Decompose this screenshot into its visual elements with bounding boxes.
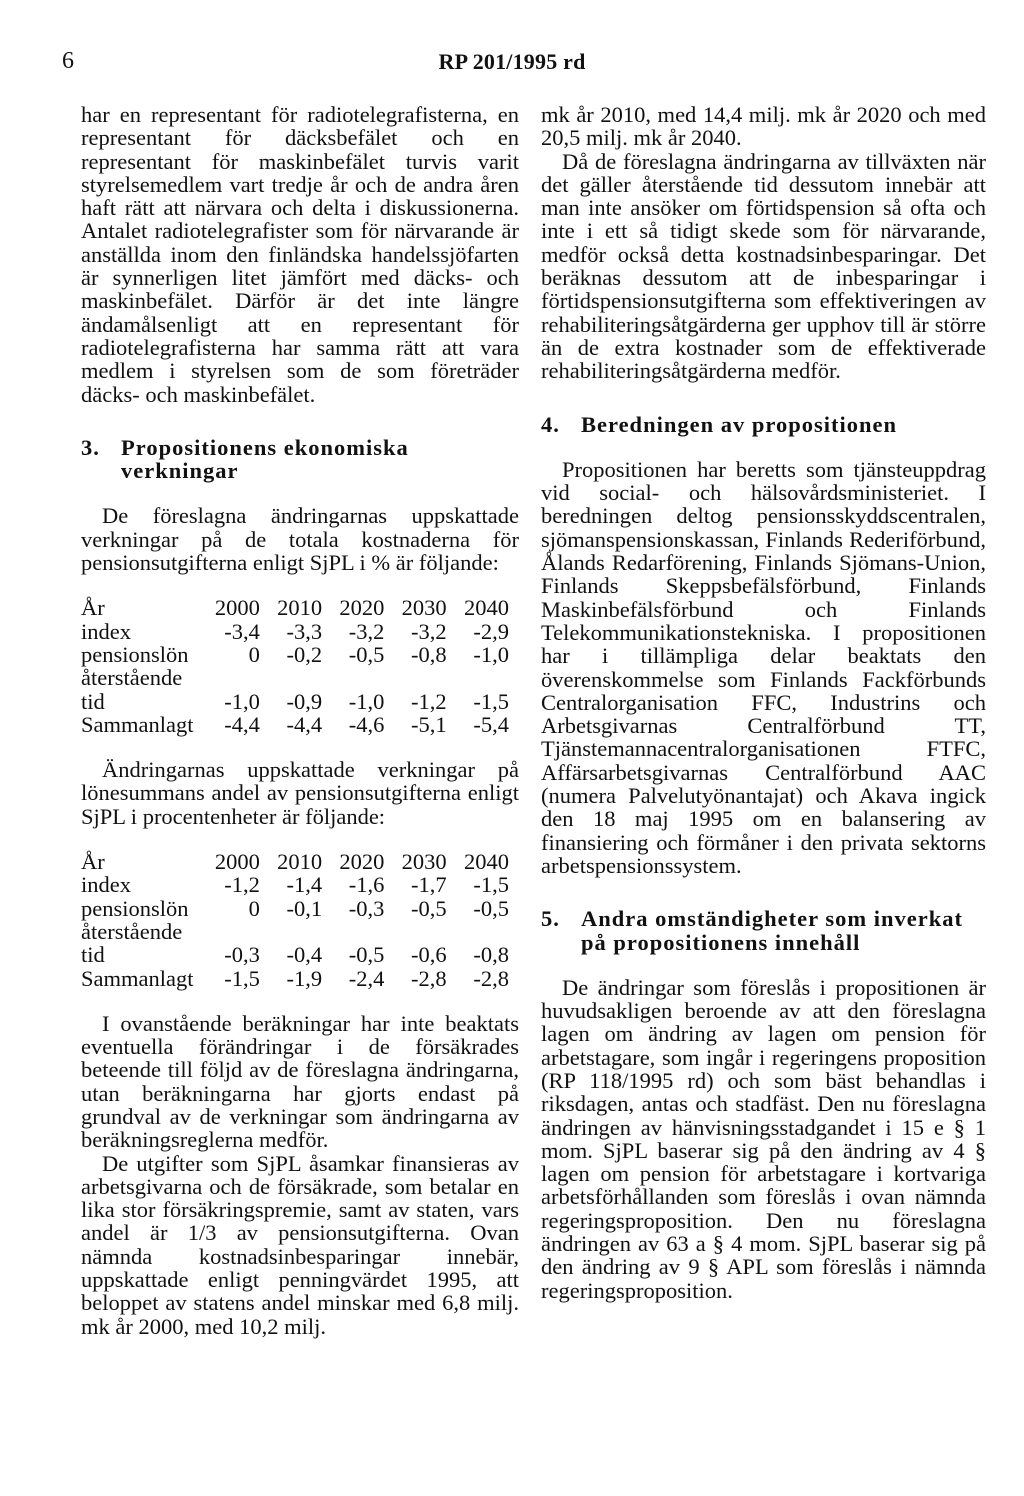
table-cell: -1,0	[224, 688, 260, 714]
table-cell: -0,2	[286, 641, 323, 667]
table-cell: -0,5	[348, 641, 385, 667]
table-cell: 0	[248, 641, 260, 667]
wage-share-table	[81, 850, 509, 990]
table-cell: -4,4	[224, 711, 260, 737]
table-cell: -1,2	[224, 872, 260, 898]
table-cell: -0,1	[286, 895, 323, 921]
table-cell: År	[81, 595, 105, 621]
table-cell: Sammanlagt	[81, 965, 194, 991]
right-paragraph-2: Då de föreslagna ändringarna av tillväxten när det gäller återstående tid dessutom innebär att man inte ansöker om förtidspension så ofta och inte i ett så tidigt skede som för närvarande, medför också detta kostnadsinbesparingar. Det beräknas dessutom att de inbesparingar i förtidspensionsutgifterna som effektiveringen av rehabiliteringsåtgärderna ger upphov till är större än de extra kostnader som de effektiverade rehabiliteringsåtgärderna medför.	[541, 148, 986, 384]
table-cell: -0,5	[473, 895, 509, 921]
table-row	[81, 643, 509, 666]
table-cell: -0,8	[473, 942, 509, 968]
table-cell: Sammanlagt	[81, 711, 194, 737]
table-cell: tid	[81, 942, 105, 968]
table-cell: pensionslön	[81, 895, 189, 921]
left-paragraph-4: I ovanstående beräkningar har inte beaktats eventuella förändringar i de försäkrades beteende till följd av de föreslagna ändringarna, utan beräkningarna har gjorts endast på grundval av de verkningar som ändringarna av beräkningsreglerna medför.	[81, 1010, 519, 1153]
section-3-number: 3.	[81, 434, 100, 460]
section-4-title: Beredningen av propositionen	[581, 411, 897, 437]
table-cell: 2030	[401, 595, 447, 621]
table-header-row	[81, 850, 509, 873]
left-paragraph-5: De utgifter som SjPL åsamkar finansieras av arbetsgivarna och de försäkrade, som betalar en lika stor försäkringspremie, samt av staten, vars andel är 1/3 av pensionsutgifterna. Ovan nämnda kostnadsinbesparingar innebär, uppskattade enligt penningvärdet 1995, att beloppet av statens andel minskar med 6,8 milj. mk år 2000, med 10,2 milj.	[81, 1150, 519, 1339]
table-cell: -0,8	[411, 641, 447, 667]
table-cell: -1,5	[473, 688, 509, 714]
section-4-heading	[541, 413, 986, 436]
table-cell: -0,3	[224, 942, 260, 968]
table-cell: -1,0	[348, 688, 385, 714]
table-cell: -2,9	[473, 618, 509, 644]
table-cell: -3,2	[411, 618, 447, 644]
table-cell: -3,3	[286, 618, 323, 644]
section-3-title: Propositionens ekonomiska verkningar	[121, 434, 409, 484]
table-cell: 2000	[214, 849, 260, 875]
table-row	[81, 943, 509, 966]
table-cell: -4,6	[348, 711, 385, 737]
left-column	[81, 103, 519, 1338]
table-cell: År	[81, 849, 105, 875]
table-row	[81, 873, 509, 896]
table-cell: -3,4	[224, 618, 260, 644]
table-cell: -1,4	[286, 872, 323, 898]
table-cell: återstående	[81, 918, 183, 944]
left-paragraph-3: Ändringarnas uppskattade verkningar på lönesummans andel av pensionsutgifterna enligt SjPL i procentenheter är följande:	[81, 757, 519, 829]
right-paragraph-3: Propositionen har beretts som tjänsteuppdrag vid social- och hälsovårdsministeriet. I beredningen deltog pensionsskyddscentralen, sjömanspensionskassan, Finlands Rederiförbund, Ålands Redarförening, Finlands Sjömans-Union, Finlands Skeppsbefälsförbund, Finlands Maskinbefälsförbund och Finlands Telekommunikationstekniska. I propositionen har i tillämpliga delar beaktats den överenskommelse som Finlands Fackförbunds Centralorganisation FFC, Industrins och Arbetsgivarnas Centralförbund TT, Tjänstemannacentralorganisationen FTFC, Affärsarbetsgivarnas Centralförbund AAC (numera Palvelutyönantajat) och Akava ingick den 18 maj 1995 om en balansering av finansiering och förmåner i den privata sektorns arbetspensionssystem.	[541, 456, 986, 878]
page-number: 6	[62, 48, 74, 74]
section-3-heading	[81, 436, 519, 483]
table-cell: pensionslön	[81, 641, 189, 667]
table-cell: -0,6	[411, 942, 447, 968]
table-cell: 2020	[339, 849, 385, 875]
table-cell: -0,9	[286, 688, 323, 714]
table-cell: 2040	[464, 595, 509, 621]
right-column	[541, 103, 986, 1302]
table-cell: 0	[248, 895, 260, 921]
cost-effects-table	[81, 596, 509, 736]
table-cell: index	[81, 618, 131, 644]
table-cell: -5,1	[411, 711, 447, 737]
table-cell: -1,6	[348, 872, 385, 898]
table-cell: -5,4	[473, 711, 509, 737]
table-cell: -3,2	[348, 618, 385, 644]
table-cell: -4,4	[286, 711, 323, 737]
table-header-row	[81, 596, 509, 619]
table-cell: -2,8	[411, 965, 447, 991]
table-cell: -1,9	[286, 965, 323, 991]
table-cell: 2040	[464, 849, 509, 875]
table-cell: -1,7	[411, 872, 447, 898]
table-row	[81, 666, 509, 689]
section-5-title: Andra omständigheter som inverkat på propositionens innehåll	[581, 906, 963, 955]
table-cell: -1,5	[473, 872, 509, 898]
table-cell: -2,4	[348, 965, 385, 991]
left-paragraph-1: har en representant för radiotelegrafisterna, en representant för däcksbefälet och en representant för maskinbefälet turvis varit styrelsemedlem vart tredje år och de andra åren haft rätt att närvara och delta i diskussionerna. Antalet radiotelegrafister som för närvarande är anställda inom den finländska handelssjöfarten är synnerligen litet jämfört med däcks- och maskinbefälet. Därför är det inte längre ändamålsenligt att en representant för radiotelegrafisterna har samma rätt att vara medlem i styrelsen som de som företräder däcks- och maskinbefälet.	[81, 102, 519, 407]
section-5-number: 5.	[541, 906, 560, 932]
table-total-row	[81, 713, 509, 736]
table-cell: -0,5	[411, 895, 447, 921]
table-cell: -1,5	[224, 965, 260, 991]
table-cell: 2020	[339, 595, 385, 621]
table-row	[81, 690, 509, 713]
table-row	[81, 620, 509, 643]
right-paragraph-4: De ändringar som föreslås i propositionen är huvudsakligen beroende av att den föreslagna lagen om ändring av lagen om pension för arbetstagare, som ingår i regeringens proposition (RP 118/1995 rd) och som bäst behandlas i riksdagen, antas och stadfäst. Den nu föreslagna ändringen av hänvisningsstadgandet i 15 e § 1 mom. SjPL baserar sig på den ändring av 4 § lagen om pension för arbetstagare i kortvariga arbetsförhållanden som föreslås i ovan nämnda regeringsproposition. Den nu föreslagna ändringen av 63 a § 4 mom. SjPL baserar sig på den ändring av 9 § APL som föreslås i nämnda regeringsproposition.	[541, 974, 986, 1303]
table-cell: -1,2	[411, 688, 447, 714]
table-cell: 2030	[401, 849, 447, 875]
table-cell: -1,0	[473, 641, 509, 667]
section-5-heading	[541, 907, 986, 954]
table-cell: 2010	[277, 849, 323, 875]
table-cell: -0,3	[348, 895, 385, 921]
left-paragraph-2: De föreslagna ändringarnas uppskattade verkningar på de totala kostnaderna för pensionsutgifterna enligt SjPL i % är följande:	[81, 503, 519, 576]
right-paragraph-1: mk år 2010, med 14,4 milj. mk år 2020 och med 20,5 milj. mk år 2040.	[541, 102, 986, 151]
table-row	[81, 920, 509, 943]
table-cell: återstående	[81, 665, 183, 691]
section-4-number: 4.	[541, 411, 560, 437]
table-cell: tid	[81, 688, 105, 714]
table-cell: index	[81, 872, 131, 898]
document-id: RP 201/1995 rd	[438, 49, 586, 74]
table-cell: -2,8	[473, 965, 509, 991]
table-cell: 2010	[277, 595, 323, 621]
table-cell: -0,5	[348, 942, 385, 968]
table-cell: 2000	[214, 595, 260, 621]
table-total-row	[81, 967, 509, 990]
table-cell: -0,4	[286, 942, 323, 968]
table-row	[81, 897, 509, 920]
